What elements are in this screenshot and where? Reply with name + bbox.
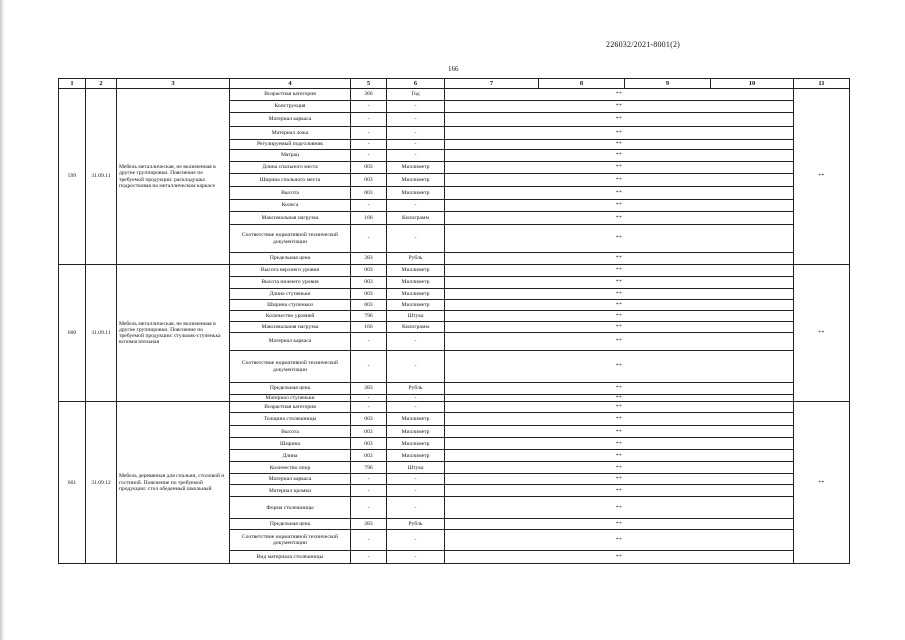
- okpd2-code: 31.09.12: [86, 402, 117, 564]
- characteristic-value: **: [445, 311, 794, 322]
- characteristic-name: Соответствие нормативной технической документации: [230, 225, 351, 253]
- characteristic-value: **: [445, 289, 794, 300]
- okei-code: 003: [351, 300, 387, 311]
- characteristic-name: Количество уровней: [230, 311, 351, 322]
- unit-name: -: [387, 551, 445, 564]
- table-body: [59, 89, 850, 564]
- col-header-7: 7: [445, 79, 539, 89]
- okei-code: -: [351, 497, 387, 519]
- okei-code: 383: [351, 253, 387, 265]
- characteristic-value: **: [445, 113, 794, 127]
- col-header-2: 2: [86, 79, 117, 89]
- unit-name: Рубль: [387, 383, 445, 395]
- okei-code: -: [351, 127, 387, 140]
- unit-name: Миллиметр: [387, 289, 445, 300]
- page-number: 166: [448, 65, 459, 73]
- characteristic-name: Соответствие нормативной технической документации: [230, 530, 351, 551]
- okei-code: -: [351, 474, 387, 485]
- okpd2-code: 31.09.11: [86, 89, 117, 265]
- okei-code: 003: [351, 174, 387, 187]
- characteristic-name: Возрастная категория: [230, 89, 351, 101]
- characteristic-value: **: [445, 140, 794, 150]
- okpd2-code: 31.09.11: [86, 265, 117, 402]
- okei-code: -: [351, 200, 387, 212]
- column-11-value: **: [794, 265, 850, 402]
- okei-code: -: [351, 485, 387, 497]
- unit-name: -: [387, 113, 445, 127]
- okei-code: 366: [351, 89, 387, 101]
- unit-name: Миллиметр: [387, 426, 445, 438]
- characteristic-value: **: [445, 395, 794, 402]
- characteristic-value: **: [445, 333, 794, 351]
- okei-code: 003: [351, 265, 387, 277]
- okei-code: 003: [351, 187, 387, 200]
- characteristic-value: **: [445, 485, 794, 497]
- unit-name: Миллиметр: [387, 162, 445, 174]
- okei-code: -: [351, 113, 387, 127]
- unit-name: Штука: [387, 311, 445, 322]
- col-header-10: 10: [711, 79, 794, 89]
- characteristic-value: **: [445, 253, 794, 265]
- characteristic-name: Высота верхнего уровня: [230, 265, 351, 277]
- col-header-4: 4: [230, 79, 351, 89]
- okei-code: 796: [351, 462, 387, 474]
- specification-table: [58, 78, 850, 564]
- characteristic-value: **: [445, 265, 794, 277]
- okei-code: 383: [351, 519, 387, 530]
- characteristic-name: Максимальная нагрузка: [230, 322, 351, 333]
- col-header-1: 1: [59, 79, 86, 89]
- unit-name: Миллиметр: [387, 277, 445, 289]
- characteristic-name: Высота нижнего уровня: [230, 277, 351, 289]
- unit-name: -: [387, 497, 445, 519]
- okei-code: 166: [351, 212, 387, 225]
- characteristic-value: **: [445, 277, 794, 289]
- col-header-8: 8: [539, 79, 625, 89]
- okei-code: -: [351, 150, 387, 162]
- unit-name: -: [387, 225, 445, 253]
- characteristic-name: Матрац: [230, 150, 351, 162]
- characteristic-name: Предельная цена: [230, 253, 351, 265]
- okei-code: -: [351, 101, 387, 113]
- characteristic-value: **: [445, 474, 794, 485]
- characteristic-value: **: [445, 519, 794, 530]
- characteristic-value: **: [445, 322, 794, 333]
- characteristic-name: Конструкция: [230, 101, 351, 113]
- column-11-value: **: [794, 402, 850, 564]
- characteristic-value: **: [445, 174, 794, 187]
- characteristic-value: **: [445, 402, 794, 413]
- okei-code: -: [351, 351, 387, 383]
- unit-name: Год: [387, 89, 445, 101]
- col-header-6: 6: [387, 79, 445, 89]
- characteristic-name: Материал каркаса: [230, 333, 351, 351]
- characteristic-name: Колеса: [230, 200, 351, 212]
- unit-name: Килограмм: [387, 322, 445, 333]
- characteristic-value: **: [445, 212, 794, 225]
- okei-code: -: [351, 402, 387, 413]
- characteristic-value: **: [445, 530, 794, 551]
- unit-name: -: [387, 140, 445, 150]
- characteristic-name: Длина спального места: [230, 162, 351, 174]
- characteristic-name: Материал каркаса: [230, 474, 351, 485]
- characteristic-name: Материал ступеньки: [230, 395, 351, 402]
- characteristic-name: Вид материала столешницы: [230, 551, 351, 564]
- characteristic-name: Длина ступеньки: [230, 289, 351, 300]
- col-header-3: 3: [117, 79, 230, 89]
- item-number: 600: [59, 265, 86, 402]
- okei-code: 383: [351, 383, 387, 395]
- okei-code: 003: [351, 426, 387, 438]
- okei-code: 166: [351, 322, 387, 333]
- unit-name: -: [387, 530, 445, 551]
- okei-code: 003: [351, 277, 387, 289]
- unit-name: -: [387, 333, 445, 351]
- characteristic-value: **: [445, 438, 794, 450]
- col-header-11: 11: [794, 79, 850, 89]
- col-header-5: 5: [351, 79, 387, 89]
- characteristic-name: Материал каркаса: [230, 113, 351, 127]
- characteristic-value: **: [445, 450, 794, 462]
- unit-name: Миллиметр: [387, 450, 445, 462]
- unit-name: Рубль: [387, 519, 445, 530]
- okei-code: 003: [351, 438, 387, 450]
- item-description: Мебель металлическая, не включенная в другие группировки. Пояснение по требуемой продукции: раскладушка подростковая на металлическом каркасе: [117, 89, 230, 265]
- unit-name: Миллиметр: [387, 300, 445, 311]
- item-number: 601: [59, 402, 86, 564]
- unit-name: -: [387, 351, 445, 383]
- characteristic-value: **: [445, 101, 794, 113]
- okei-code: 003: [351, 413, 387, 426]
- unit-name: -: [387, 150, 445, 162]
- item-number: 599: [59, 89, 86, 265]
- unit-name: Штука: [387, 462, 445, 474]
- unit-name: Миллиметр: [387, 438, 445, 450]
- characteristic-value: **: [445, 162, 794, 174]
- characteristic-name: Толщина столешницы: [230, 413, 351, 426]
- characteristic-name: Длина: [230, 450, 351, 462]
- unit-name: -: [387, 127, 445, 140]
- characteristic-value: **: [445, 413, 794, 426]
- characteristic-value: **: [445, 150, 794, 162]
- header-row: [59, 79, 850, 89]
- okei-code: -: [351, 530, 387, 551]
- characteristic-name: Ширина: [230, 438, 351, 450]
- okei-code: -: [351, 395, 387, 402]
- characteristic-name: Соответствие нормативной технической документации: [230, 351, 351, 383]
- okei-code: -: [351, 551, 387, 564]
- characteristic-value: **: [445, 89, 794, 101]
- unit-name: -: [387, 485, 445, 497]
- characteristic-name: Ширина спального места: [230, 174, 351, 187]
- characteristic-value: **: [445, 426, 794, 438]
- col-header-9: 9: [625, 79, 711, 89]
- okei-code: -: [351, 333, 387, 351]
- okei-code: -: [351, 225, 387, 253]
- okei-code: 003: [351, 162, 387, 174]
- characteristic-name: Высота: [230, 426, 351, 438]
- okei-code: 796: [351, 311, 387, 322]
- characteristic-value: **: [445, 200, 794, 212]
- characteristic-value: **: [445, 187, 794, 200]
- unit-name: Миллиметр: [387, 265, 445, 277]
- characteristic-value: **: [445, 225, 794, 253]
- characteristic-name: Предельная цена: [230, 519, 351, 530]
- characteristic-name: Материал ложа: [230, 127, 351, 140]
- characteristic-name: Форма столешницы: [230, 497, 351, 519]
- characteristic-name: Возрастная категория: [230, 402, 351, 413]
- column-11-value: **: [794, 89, 850, 265]
- characteristic-value: **: [445, 300, 794, 311]
- table-row: [59, 402, 850, 413]
- characteristic-value: **: [445, 462, 794, 474]
- item-description: Мебель деревянная для спальни, столовой и гостиной. Пояснение по требуемой продукции: стол обеденный школьный: [117, 402, 230, 564]
- unit-name: -: [387, 395, 445, 402]
- unit-name: -: [387, 101, 445, 113]
- document-number: 226032/2021-8001(2): [606, 40, 681, 49]
- characteristic-name: Максимальная нагрузка: [230, 212, 351, 225]
- characteristic-name: Материал кромки: [230, 485, 351, 497]
- okei-code: -: [351, 140, 387, 150]
- unit-name: Рубль: [387, 253, 445, 265]
- characteristic-name: Высота: [230, 187, 351, 200]
- characteristic-value: **: [445, 127, 794, 140]
- unit-name: Миллиметр: [387, 187, 445, 200]
- unit-name: Миллиметр: [387, 413, 445, 426]
- unit-name: Килограмм: [387, 212, 445, 225]
- unit-name: -: [387, 474, 445, 485]
- characteristic-name: Регулируемый подголовник: [230, 140, 351, 150]
- unit-name: Миллиметр: [387, 174, 445, 187]
- table-row: [59, 89, 850, 101]
- unit-name: -: [387, 402, 445, 413]
- characteristic-value: **: [445, 351, 794, 383]
- characteristic-name: Предельная цена: [230, 383, 351, 395]
- characteristic-value: **: [445, 551, 794, 564]
- characteristic-name: Количество опор: [230, 462, 351, 474]
- characteristic-value: **: [445, 383, 794, 395]
- unit-name: -: [387, 200, 445, 212]
- table-row: [59, 265, 850, 277]
- characteristic-value: **: [445, 497, 794, 519]
- okei-code: 003: [351, 450, 387, 462]
- characteristic-name: Ширина ступеньки: [230, 300, 351, 311]
- okei-code: 003: [351, 289, 387, 300]
- scan-edge: [0, 0, 5, 640]
- item-description: Мебель металлическая, не включенная в другие группировки. Пояснение по требуемой продукции: стульчик-ступенька вспомогательная: [117, 265, 230, 402]
